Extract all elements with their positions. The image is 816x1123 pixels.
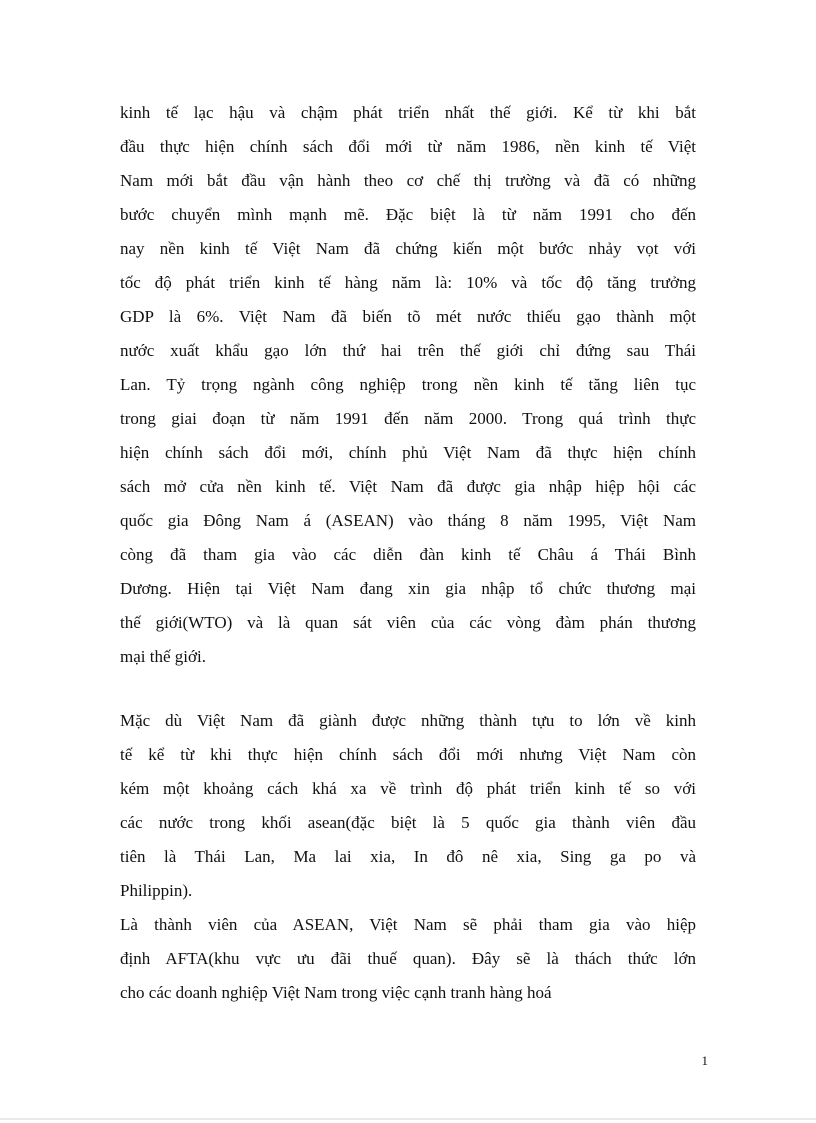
text-line: Dương. Hiện tại Việt Nam đang xin gia nhập tổ chức thương mại xyxy=(120,579,696,598)
page-number: 1 xyxy=(701,1053,708,1068)
text-line: các nước trong khối asean(đặc biệt là 5 quốc gia thành viên đầu xyxy=(120,813,696,832)
text-line: tế kể từ khi thực hiện chính sách đổi mới nhưng Việt Nam còn xyxy=(120,745,696,764)
text-line: nay nền kinh tế Việt Nam đã chứng kiến một bước nhảy vọt với xyxy=(120,239,696,258)
text-line: trong giai đoạn từ năm 1991 đến năm 2000. Trong quá trình thực xyxy=(120,409,696,428)
text-line: bước chuyển mình mạnh mẽ. Đặc biệt là từ năm 1991 cho đến xyxy=(120,205,696,224)
paragraph-afta xyxy=(120,908,696,1010)
text-line: Lan. Tỷ trọng ngành công nghiệp trong nền kinh tế tăng liên tục xyxy=(120,375,696,394)
paragraph-development-gap xyxy=(120,704,696,908)
text-line: còng đã tham gia vào các diễn đàn kinh tế Châu á Thái Bình xyxy=(120,545,696,564)
text-line: tốc độ phát triển kinh tế hàng năm là: 10% và tốc độ tăng trưởng xyxy=(120,273,696,292)
page-bottom-divider xyxy=(0,1118,816,1120)
paragraph-economic-history xyxy=(120,96,696,674)
text-line: Là thành viên của ASEAN, Việt Nam sẽ phải tham gia vào hiệp xyxy=(120,915,696,934)
text-line: quốc gia Đông Nam á (ASEAN) vào tháng 8 năm 1995, Việt Nam xyxy=(120,511,696,530)
text-line: cho các doanh nghiệp Việt Nam trong việc cạnh tranh hàng hoá xyxy=(120,983,552,1002)
text-line: Philippin). xyxy=(120,881,193,900)
text-line: GDP là 6%. Việt Nam đã biến tõ mét nước thiếu gạo thành một xyxy=(120,307,696,326)
text-line: định AFTA(khu vực ưu đãi thuế quan). Đây sẽ là thách thức lớn xyxy=(120,949,696,968)
text-line: kém một khoảng cách khá xa về trình độ phát triển kinh tế so với xyxy=(120,779,696,798)
text-line: hiện chính sách đổi mới, chính phủ Việt Nam đã thực hiện chính xyxy=(120,443,696,462)
text-line: nước xuất khẩu gạo lớn thứ hai trên thế giới chỉ đứng sau Thái xyxy=(120,341,696,360)
text-line: Mặc dù Việt Nam đã giành được những thành tựu to lớn về kinh xyxy=(120,711,696,730)
text-line: kinh tế lạc hậu và chậm phát triển nhất thế giới. Kể từ khi bắt xyxy=(120,103,696,122)
text-line: mại thế giới. xyxy=(120,647,206,666)
text-line: thế giới(WTO) và là quan sát viên của các vòng đàm phán thương xyxy=(120,613,696,632)
text-line: tiên là Thái Lan, Ma lai xia, In đô nê xia, Sing ga po và xyxy=(120,847,696,866)
text-line: sách mở cửa nền kinh tế. Việt Nam đã được gia nhập hiệp hội các xyxy=(120,477,696,496)
text-line: Nam mới bắt đầu vận hành theo cơ chế thị trường và đã có những xyxy=(120,171,696,190)
text-line: đầu thực hiện chính sách đổi mới từ năm 1986, nền kinh tế Việt xyxy=(120,137,696,156)
